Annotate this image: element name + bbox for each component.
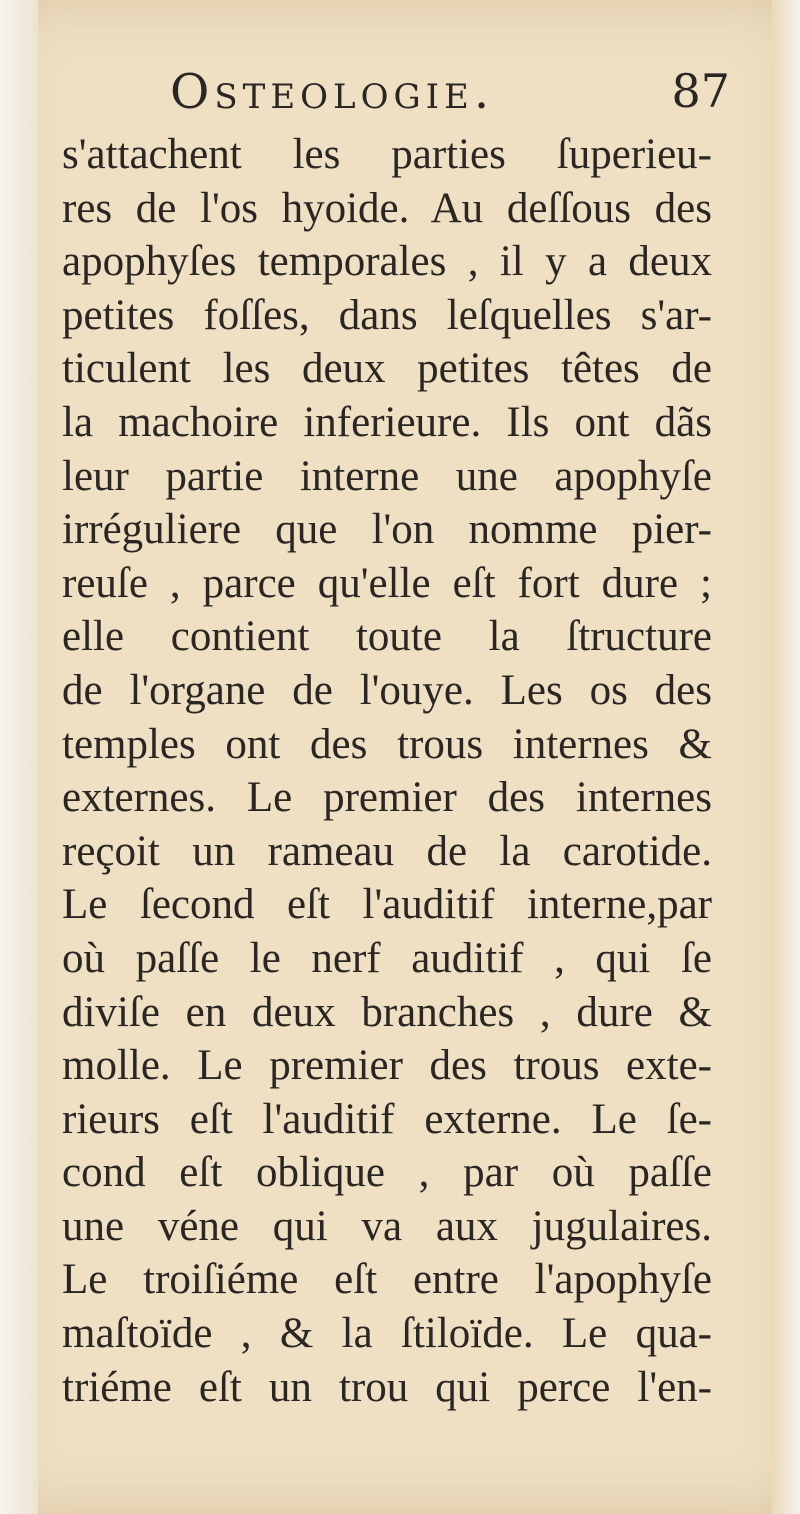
text-line: ticulent les deux petites têtes de: [62, 345, 712, 393]
text-line: reçoit un rameau de la carotide.: [62, 827, 712, 875]
body-text: [62, 128, 712, 1414]
text-line: Le ſecond eſt l'auditif interne,par: [62, 881, 712, 929]
page-header: [170, 64, 730, 124]
running-title: Osteologie.: [170, 64, 495, 120]
text-line: cond eſt oblique , par où paſſe: [62, 1149, 712, 1197]
text-line: maſtoïde , & la ſtiloïde. Le qua-: [62, 1310, 712, 1358]
text-line: elle contient toute la ſtructure: [62, 613, 712, 661]
text-line: reuſe , parce qu'elle eſt fort dure ;: [62, 559, 712, 607]
text-line: Le troiſiéme eſt entre l'apophyſe: [62, 1256, 712, 1304]
page-number: 87: [671, 64, 730, 118]
page-left-margin: [0, 0, 38, 1514]
text-line: apophyſes temporales , il y a deux: [62, 238, 712, 286]
text-line: rieurs eſt l'auditif externe. Le ſe-: [62, 1095, 712, 1143]
text-line: temples ont des trous internes &: [62, 720, 712, 768]
page-right-margin: [772, 0, 800, 1514]
text-line: s'attachent les parties ſuperieu-: [62, 131, 712, 178]
text-line: petites foſſes, dans leſquelles s'ar-: [62, 291, 712, 339]
text-line: molle. Le premier des trous exte-: [62, 1042, 712, 1090]
text-line: diviſe en deux branches , dure &: [62, 988, 712, 1036]
text-line: leur partie interne une apophyſe: [62, 452, 712, 500]
text-line: la machoire inferieure. Ils ont dãs: [62, 398, 712, 446]
text-line: triéme eſt un trou qui perce l'en-: [62, 1363, 712, 1411]
text-line: res de l'os hyoide. Au deſſous des: [62, 184, 712, 232]
text-line: une véne qui va aux jugulaires.: [62, 1202, 712, 1250]
text-line: de l'organe de l'ouye. Les os des: [62, 666, 712, 714]
text-line: externes. Le premier des internes: [62, 774, 712, 822]
text-line: où paſſe le nerf auditif , qui ſe: [62, 934, 712, 982]
text-line: irréguliere que l'on nomme pier-: [62, 506, 712, 554]
